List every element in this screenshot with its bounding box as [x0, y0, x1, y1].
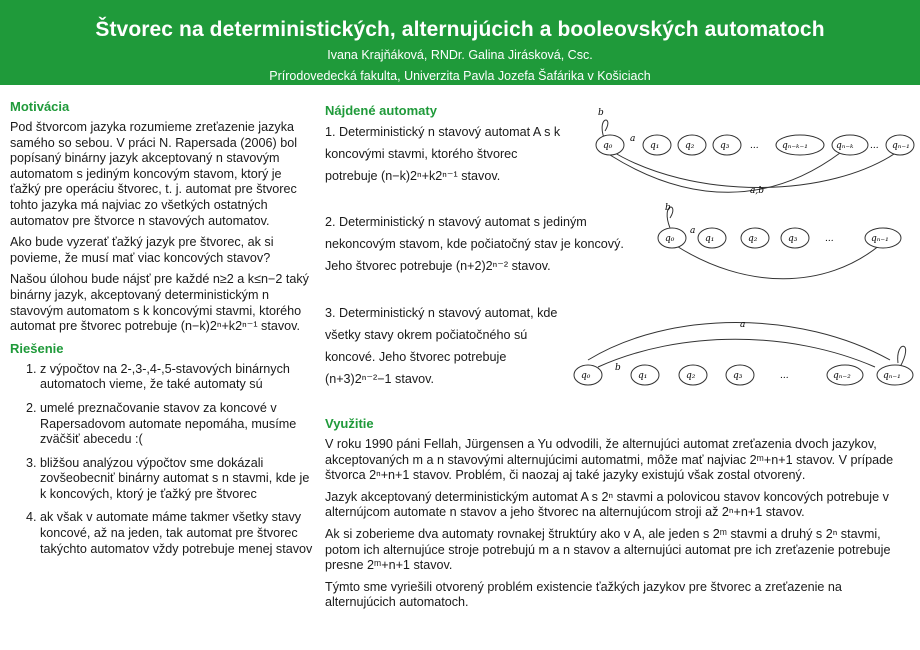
motivacia-heading: Motivácia — [10, 99, 70, 114]
automat-2-diagram — [645, 200, 915, 285]
automat-1-diagram — [570, 105, 915, 200]
najdene-heading: Nájdené automaty — [325, 103, 437, 118]
d1-state-4: qₙ₋ₖ₋₁ — [782, 141, 808, 151]
automat-1-text: 1. Deterministický n stavový automat A s k koncovými stavmi, ktorého štvorec potrebuje (n−k)2ⁿ+k2ⁿ⁻¹ stavov. — [325, 125, 561, 183]
d1-dots: ... — [750, 141, 759, 151]
d2-state-4: qₙ₋₁ — [871, 234, 889, 244]
d3-state-5: qₙ₋₁ — [883, 371, 901, 381]
d2-label-a: a — [690, 226, 696, 236]
d1-dots-2: ... — [870, 141, 879, 151]
automat-3-text: 3. Deterministický n stavový automat, kde všetky stavy okrem počiatočného sú koncové. Jeho štvorec potrebuje (n+3)2ⁿ⁻²−1 stavov. — [325, 306, 558, 386]
vyuzite-p1: V roku 1990 páni Fellah, Jürgensen a Yu odvodili, že alternujúci automat zreťazenia dvoch jazykov, akceptovaných m a n stavovými alternujúcimi automatmi, môže mať najviac 2ᵐ+n+1 stavov. V prípade štvorca 2ⁿ+n+1 stavov. Problém, či naozaj aj také jazyky existujú však zostal otvorený. — [325, 437, 894, 483]
d1-states — [596, 108, 914, 196]
d2-state-1: q₁ — [705, 234, 715, 244]
d1-state-3: q₃ — [720, 141, 730, 151]
d1-state-6: qₙ₋₁ — [892, 141, 910, 151]
vyuzite-p3: Ak si zoberieme dva automaty rovnakej štruktúry ako v A, ale jeden s 2ᵐ stavmi a druhý s 2ⁿ stavmi, potom ich alternujúce stroje potrebujú m a n stavov a alternujúci automat pre ich zreťazenie potrebuje presne 2ᵐ+n+1 stavov. — [325, 526, 891, 573]
d1-state-0: q₀ — [603, 141, 613, 151]
d3-label-a: a — [740, 320, 746, 330]
riesenie-item-4: 4. ak však v automate máme takmer všetky stavy koncové, až na jeden, tak automat pre štvorec takýchto automatov vždy potrebuje menej stavov — [40, 510, 315, 557]
d2-state-2: q₂ — [748, 234, 758, 244]
d3-state-0: q₀ — [581, 371, 591, 381]
motivacia-p1: Pod štvorcom jazyka rozumieme zreťazenie jazyka samého so sebou. V práci N. Rapersada (2006) bol popísaný binárny jazyk akceptovaný n stavovým automatom s jediným koncovým stavom, ktorý je ťažký pre operáciu štvorec, t. j. automat pre štvorec tohto jazyka má najviac zo všetkých ostatných automatov pre štvorce n stavových automatov. — [10, 120, 298, 228]
d1-label-b: b — [598, 108, 604, 118]
d2-dots: ... — [825, 234, 834, 244]
riesenie-item-1: 1. z výpočtov na 2-,3-,4-,5-stavových binárnych automatoch vieme, že také automaty sú — [40, 362, 315, 393]
automat-3-diagram — [560, 315, 915, 400]
vyuzite-p2: Jazyk akceptovaný deterministickým automat A s 2ⁿ stavmi a polovicou stavov koncových potrebuje v alternújcom automate n stavov a jeho štvorec na alternujúcom stroji až 2ⁿ+n+1 stavov. — [325, 489, 889, 520]
poster-title: Štvorec na deterministických, alternujúcich a booleovských automatoch — [95, 18, 825, 41]
motivacia-p2: Ako bude vyzerať ťažký jazyk pre štvorec, ak si povieme, že musí mať viac koncových stavov? — [10, 235, 274, 265]
d3-label-b: b — [615, 363, 621, 373]
d2-state-3: q₃ — [788, 234, 798, 244]
vyuzite-heading: Využitie — [325, 416, 374, 431]
riesenie-list — [10, 362, 315, 558]
poster-affiliation: Prírodovedecká fakulta, Univerzita Pavla Jozefa Šafárika v Košiciach — [269, 69, 651, 83]
riesenie-item-3: 3. bližšou analýzou výpočtov sme dokázali zovšeobecniť binárny automat s n stavmi, kde je k koncových, ktorý je ťažký pre štvorec — [40, 456, 315, 503]
d3-state-4: qₙ₋₂ — [833, 371, 851, 381]
motivacia-p3: Našou úlohou bude nájsť pre každé n≥2 a k≤n−2 taký binárny jazyk, akceptovaný deterministickým n stavovým automatom s k koncovými stavmi, ktorého automat pre štvorec potrebuje (n−k)2ⁿ+k2ⁿ⁻¹ stavov. — [10, 272, 309, 334]
d1-state-2: q₂ — [685, 141, 695, 151]
riesenie-heading: Riešenie — [10, 340, 64, 356]
d3-state-2: q₂ — [686, 371, 696, 381]
left-column — [10, 95, 315, 565]
vyuzite-p4: Týmto sme vyriešili otvorený problém existencie ťažkých jazykov pre štvorec a zreťazenie na alternujúcich automatoch. — [325, 579, 842, 610]
d1-label-ab: a,b — [750, 186, 764, 196]
automat-2-text: 2. Deterministický n stavový automat s jediným nekoncovým stavom, kde počiatočný stav je koncový. Jeho štvorec potrebuje (n+2)2ⁿ⁻² stavov. — [325, 215, 624, 273]
d3-state-1: q₁ — [638, 371, 648, 381]
d1-label-a: a — [630, 134, 636, 144]
d3-state-3: q₃ — [733, 371, 743, 381]
d1-state-1: q₁ — [650, 141, 660, 151]
riesenie-item-2: 2. umelé preznačovanie stavov za koncové v Rapersadovom automate nepomáha, musíme zväčšiť abecedu :( — [40, 401, 315, 448]
poster-header — [0, 0, 920, 85]
vyuzite-section — [325, 412, 913, 617]
d2-state-0: q₀ — [665, 234, 675, 244]
d1-state-5: qₙ₋ₖ — [836, 141, 854, 151]
d2-label-b: b — [665, 203, 671, 213]
poster-authors: Ivana Krajňáková, RNDr. Galina Jirásková, Csc. — [327, 48, 593, 62]
d3-dots: ... — [780, 371, 789, 381]
